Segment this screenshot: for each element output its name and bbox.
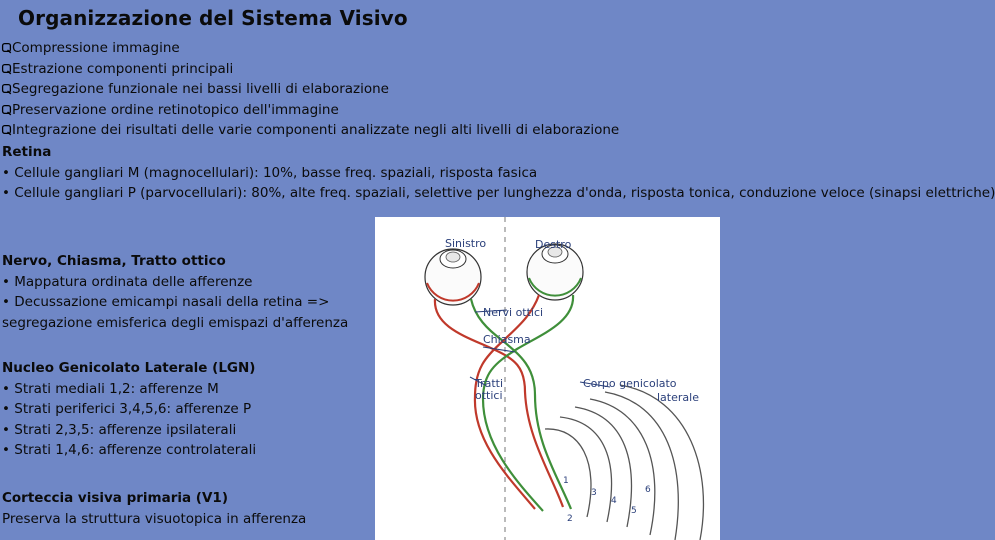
section-retina bbox=[2, 142, 995, 204]
visual-pathway-diagram bbox=[375, 217, 720, 540]
section-lgn bbox=[2, 358, 256, 461]
lgn-layer-number: 4 bbox=[611, 496, 617, 506]
lgn-layer-number: 1 bbox=[563, 476, 569, 486]
label-leaders bbox=[470, 310, 610, 387]
section-line: Preserva la struttura visuotopica in afferenza bbox=[2, 510, 307, 527]
slide-title: Organizzazione del Sistema Visivo bbox=[18, 6, 408, 30]
label-tratti: Tratti bbox=[475, 377, 504, 390]
left-eye bbox=[425, 249, 481, 305]
bullet-item bbox=[2, 59, 718, 80]
section-line: segregazione emisferica degli emispazi d'afferenza bbox=[2, 314, 349, 331]
checkbox-q-bullet-icon bbox=[2, 84, 11, 94]
section-line: • Strati mediali 1,2: afferenze M bbox=[2, 380, 219, 397]
section-heading: Nervo, Chiasma, Tratto ottico bbox=[2, 253, 226, 269]
label-sinistro: Sinistro bbox=[445, 237, 487, 250]
section-line: • Mappatura ordinata delle afferenze bbox=[2, 273, 253, 290]
visual-pathway-figure bbox=[375, 217, 720, 540]
lgn-layer-number: 2 bbox=[567, 514, 573, 524]
label-chiasma: Chiasma bbox=[483, 333, 531, 346]
section-line: • Decussazione emicampi nasali della retina => bbox=[2, 294, 330, 311]
section-line: • Strati 2,3,5: afferenze ipsilaterali bbox=[2, 421, 237, 438]
right-eye bbox=[527, 244, 583, 300]
bullet-item bbox=[2, 100, 718, 121]
optic-pathways bbox=[435, 295, 573, 511]
bullet-text: Segregazione funzionale nei bassi livelli di elaborazione bbox=[12, 81, 389, 98]
checkbox-q-bullet-icon bbox=[2, 43, 11, 53]
section-line: • Cellule gangliari P (parvocellulari): 80%, alte freq. spaziali, selettive per lunghezza d'onda, risposta tonica, conduzione veloce (sinapsi elettriche) bbox=[2, 185, 995, 202]
lgn-layer-number: 6 bbox=[645, 485, 651, 495]
label-nervi-ottici: Nervi ottici bbox=[483, 306, 544, 319]
bullet-item bbox=[2, 120, 718, 141]
section-line: • Cellule gangliari M (magnocellulari): 10%, basse freq. spaziali, risposta fasica bbox=[2, 164, 538, 181]
label-ottici: ottici bbox=[475, 389, 503, 402]
section-nervo-chiasma bbox=[2, 251, 348, 333]
lgn-layer-number: 3 bbox=[591, 488, 597, 498]
label-corpo-genicolato: Corpo genicolato bbox=[583, 377, 677, 390]
section-line: • Strati 1,4,6: afferenze controlaterali bbox=[2, 442, 257, 459]
section-heading: Corteccia visiva primaria (V1) bbox=[2, 490, 228, 506]
checkbox-q-bullet-icon bbox=[2, 125, 11, 135]
bullet-text: Preservazione ordine retinotopico dell'immagine bbox=[12, 101, 339, 118]
section-heading: Nucleo Genicolato Laterale (LGN) bbox=[2, 360, 256, 376]
summary-bullets bbox=[2, 38, 718, 141]
label-laterale: laterale bbox=[657, 391, 699, 404]
bullet-item bbox=[2, 38, 718, 59]
checkbox-q-bullet-icon bbox=[2, 105, 11, 115]
bullet-item bbox=[2, 79, 718, 100]
section-heading: Retina bbox=[2, 144, 52, 160]
checkbox-q-bullet-icon bbox=[2, 64, 11, 74]
bullet-text: Integrazione dei risultati delle varie componenti analizzate negli alti livelli di elaborazione bbox=[12, 122, 620, 139]
lgn-layer-number: 5 bbox=[631, 506, 637, 516]
bullet-text: Estrazione componenti principali bbox=[12, 60, 234, 77]
section-v1 bbox=[2, 488, 306, 529]
bullet-text: Compressione immagine bbox=[12, 40, 180, 56]
section-line: • Strati periferici 3,4,5,6: afferenze P bbox=[2, 401, 252, 418]
label-destro: Destro bbox=[535, 238, 572, 251]
